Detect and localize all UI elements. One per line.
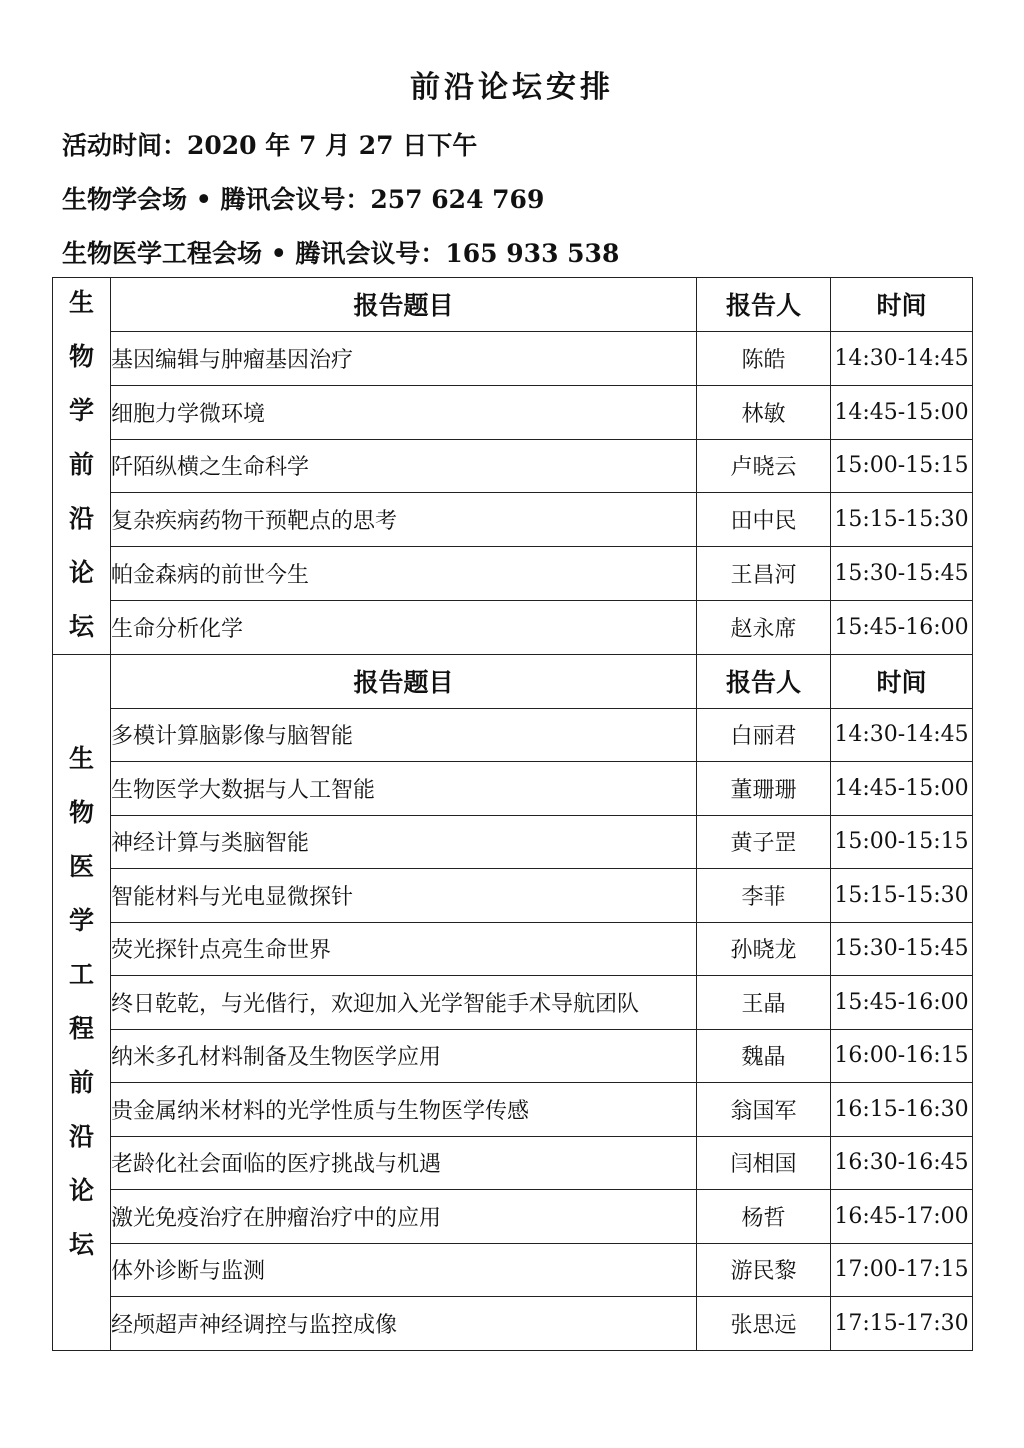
time-slot: 15:30-15:45 bbox=[831, 922, 973, 976]
section-name: 生 物 医 学 工 程 前 沿 论 坛 bbox=[68, 744, 94, 1260]
table-row bbox=[53, 1029, 973, 1083]
time-slot: 14:30-14:45 bbox=[831, 708, 973, 762]
table-row bbox=[53, 1190, 973, 1244]
time-slot: 15:15-15:30 bbox=[831, 493, 973, 547]
table-row bbox=[53, 439, 973, 493]
talk-topic: 多模计算脑影像与脑智能 bbox=[111, 708, 697, 762]
speaker-name: 卢晓云 bbox=[697, 439, 831, 493]
table-row bbox=[53, 601, 973, 655]
time-slot: 14:30-14:45 bbox=[831, 331, 973, 385]
speaker-name: 张思远 bbox=[697, 1297, 831, 1351]
table-row bbox=[53, 815, 973, 869]
table-row bbox=[53, 1297, 973, 1351]
time-slot: 15:15-15:30 bbox=[831, 869, 973, 923]
talk-topic: 生物医学大数据与人工智能 bbox=[111, 762, 697, 816]
time-slot: 16:00-16:15 bbox=[831, 1029, 973, 1083]
time-slot: 16:45-17:00 bbox=[831, 1190, 973, 1244]
section-label bbox=[53, 278, 111, 655]
header-speaker: 报告人 bbox=[697, 655, 831, 709]
schedule-table bbox=[52, 277, 973, 1351]
talk-topic: 荧光探针点亮生命世界 bbox=[111, 922, 697, 976]
talk-topic: 经颅超声神经调控与监控成像 bbox=[111, 1297, 697, 1351]
header-time: 时间 bbox=[831, 278, 973, 332]
table-row bbox=[53, 1083, 973, 1137]
venue-biology: 生物学会场 • 腾讯会议号：257 624 769 bbox=[62, 185, 545, 214]
header-topic: 报告题目 bbox=[111, 278, 697, 332]
talk-topic: 神经计算与类脑智能 bbox=[111, 815, 697, 869]
section-name: 生 物 学 前 沿 论 坛 bbox=[68, 288, 94, 641]
header-time: 时间 bbox=[831, 655, 973, 709]
talk-topic: 生命分析化学 bbox=[111, 601, 697, 655]
talk-topic: 纳米多孔材料制备及生物医学应用 bbox=[111, 1029, 697, 1083]
time-slot: 16:15-16:30 bbox=[831, 1083, 973, 1137]
table-row bbox=[53, 869, 973, 923]
speaker-name: 翁国军 bbox=[697, 1083, 831, 1137]
talk-topic: 老龄化社会面临的医疗挑战与机遇 bbox=[111, 1136, 697, 1190]
table-row bbox=[53, 547, 973, 601]
speaker-name: 王昌河 bbox=[697, 547, 831, 601]
speaker-name: 魏晶 bbox=[697, 1029, 831, 1083]
talk-topic: 细胞力学微环境 bbox=[111, 385, 697, 439]
page-title: 前沿论坛安排 bbox=[410, 70, 614, 105]
speaker-name: 白丽君 bbox=[697, 708, 831, 762]
time-slot: 16:30-16:45 bbox=[831, 1136, 973, 1190]
table-row bbox=[53, 331, 973, 385]
speaker-name: 王晶 bbox=[697, 976, 831, 1030]
time-slot: 15:00-15:15 bbox=[831, 815, 973, 869]
header-speaker: 报告人 bbox=[697, 278, 831, 332]
time-slot: 15:45-16:00 bbox=[831, 601, 973, 655]
table-row bbox=[53, 922, 973, 976]
time-slot: 15:45-16:00 bbox=[831, 976, 973, 1030]
speaker-name: 陈皓 bbox=[697, 331, 831, 385]
venue-biomedical-engineering: 生物医学工程会场 • 腾讯会议号：165 933 538 bbox=[62, 239, 620, 268]
time-slot: 14:45-15:00 bbox=[831, 762, 973, 816]
talk-topic: 基因编辑与肿瘤基因治疗 bbox=[111, 331, 697, 385]
time-slot: 17:15-17:30 bbox=[831, 1297, 973, 1351]
talk-topic: 复杂疾病药物干预靶点的思考 bbox=[111, 493, 697, 547]
talk-topic: 体外诊断与监测 bbox=[111, 1243, 697, 1297]
table-row bbox=[53, 1243, 973, 1297]
speaker-name: 李菲 bbox=[697, 869, 831, 923]
talk-topic: 帕金森病的前世今生 bbox=[111, 547, 697, 601]
table-row bbox=[53, 1136, 973, 1190]
section-label bbox=[53, 655, 111, 1351]
table-row bbox=[53, 493, 973, 547]
time-slot: 17:00-17:15 bbox=[831, 1243, 973, 1297]
table-row bbox=[53, 708, 973, 762]
table-header-row bbox=[53, 655, 973, 709]
event-time: 活动时间：2020 年 7 月 27 日下午 bbox=[62, 131, 478, 160]
talk-topic: 智能材料与光电显微探针 bbox=[111, 869, 697, 923]
talk-topic: 贵金属纳米材料的光学性质与生物医学传感 bbox=[111, 1083, 697, 1137]
talk-topic: 激光免疫治疗在肿瘤治疗中的应用 bbox=[111, 1190, 697, 1244]
time-slot: 15:30-15:45 bbox=[831, 547, 973, 601]
speaker-name: 董珊珊 bbox=[697, 762, 831, 816]
speaker-name: 林敏 bbox=[697, 385, 831, 439]
time-slot: 15:00-15:15 bbox=[831, 439, 973, 493]
table-row bbox=[53, 976, 973, 1030]
speaker-name: 杨哲 bbox=[697, 1190, 831, 1244]
table-row bbox=[53, 385, 973, 439]
talk-topic: 终日乾乾，与光偕行，欢迎加入光学智能手术导航团队 bbox=[111, 976, 697, 1030]
speaker-name: 田中民 bbox=[697, 493, 831, 547]
speaker-name: 黄子罡 bbox=[697, 815, 831, 869]
speaker-name: 孙晓龙 bbox=[697, 922, 831, 976]
table-row bbox=[53, 762, 973, 816]
talk-topic: 阡陌纵横之生命科学 bbox=[111, 439, 697, 493]
time-slot: 14:45-15:00 bbox=[831, 385, 973, 439]
speaker-name: 游民黎 bbox=[697, 1243, 831, 1297]
speaker-name: 闫相国 bbox=[697, 1136, 831, 1190]
speaker-name: 赵永席 bbox=[697, 601, 831, 655]
table-header-row bbox=[53, 278, 973, 332]
header-topic: 报告题目 bbox=[111, 655, 697, 709]
